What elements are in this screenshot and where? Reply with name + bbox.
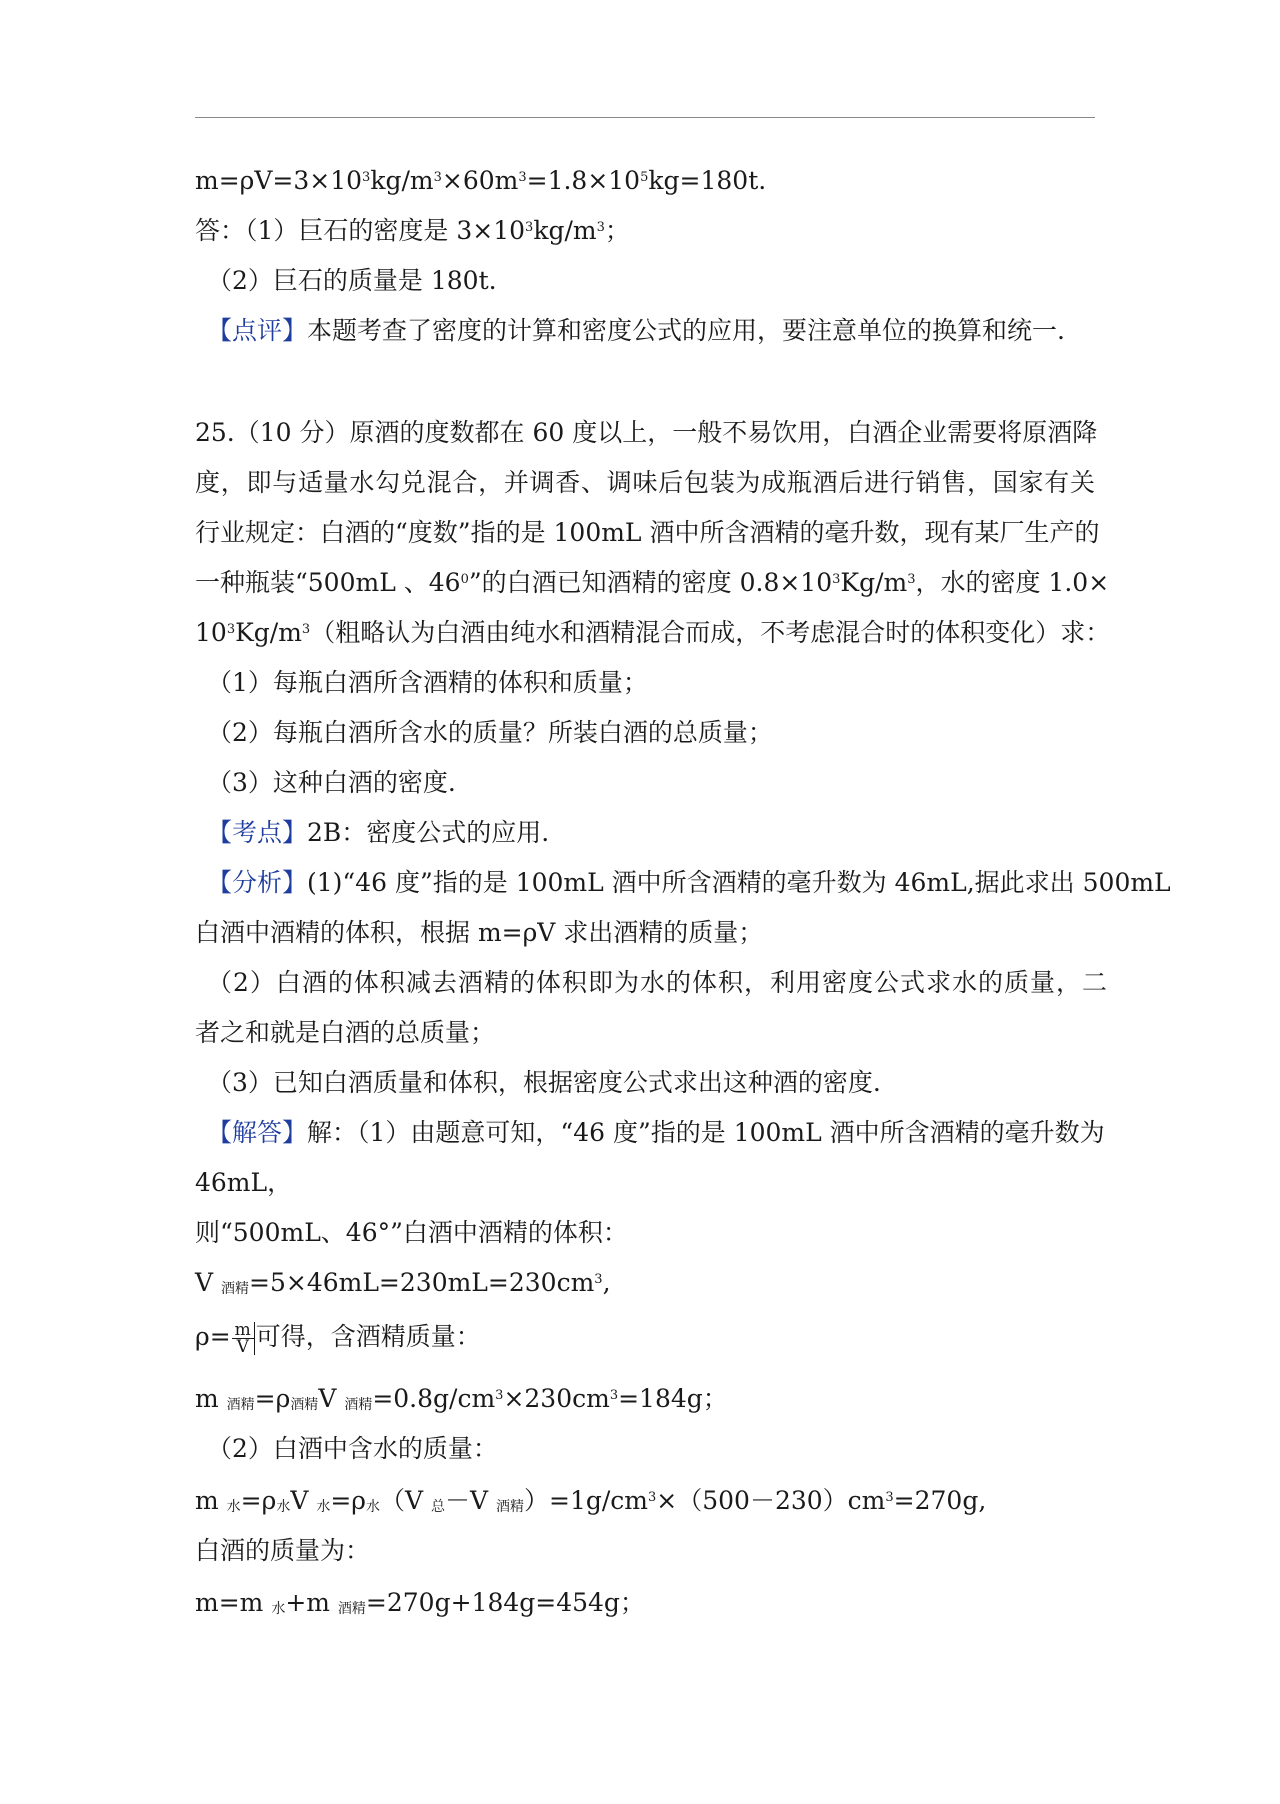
liquor-mass-heading: 白酒的质量为： xyxy=(195,1536,371,1565)
analysis-line-4: 者之和就是白酒的总质量； xyxy=(195,1018,496,1047)
question-25-line-3: 行业规定：白酒的“度数”指的是 100mL 酒中所含酒精的毫升数，现有某厂生产的 xyxy=(195,518,1100,547)
header-rule xyxy=(195,117,1095,118)
density-fraction: $\frac{m}{V}$ xyxy=(232,1322,255,1355)
analysis-tag: 【分析】 xyxy=(207,868,308,897)
water-mass-heading: （2）白酒中含水的质量： xyxy=(207,1434,498,1463)
question-25-line-1: 25.（10 分）原酒的度数都在 60 度以上，一般不易饮用，白酒企业需要将原酒降 xyxy=(195,418,1098,447)
analysis-line-3: （2）白酒的体积减去酒精的体积即为水的体积，利用密度公式求水的质量，二 xyxy=(207,968,1107,997)
sub-question-2: （2）每瓶白酒所含水的质量？所装白酒的总质量； xyxy=(207,718,773,747)
solution-tag: 【解答】 xyxy=(207,1118,308,1147)
question-25-line-4: 一种瓶装“500mL 、$46^0$”的白酒已知酒精的密度 $0.8\times 10^3Kg/m^3$，水的密度 1.0× xyxy=(195,568,1110,597)
solution-line-3: 则“500mL、46°”白酒中酒精的体积： xyxy=(195,1218,628,1247)
liquor-mass-formula: m=m $_水$+m $_{酒精}$=270g+184g=454g； xyxy=(195,1588,645,1617)
solution-line-1: 【解答】解：（1）由题意可知，“46 度”指的是 100mL 酒中所含酒精的毫升数为 xyxy=(207,1118,1105,1147)
answer-mass-line: （2）巨石的质量是 180t. xyxy=(207,266,497,295)
sub-question-3: （3）这种白酒的密度. xyxy=(207,768,456,797)
question-25-line-5: $10^3Kg/m^3$（粗略认为白酒由纯水和酒精混合而成，不考虑混合时的体积变化）求： xyxy=(195,618,1111,647)
alcohol-volume-formula: V $_{酒精}=5\times 46mL=230mL=230cm^3$, xyxy=(195,1268,611,1297)
solution-line-2: 46mL， xyxy=(195,1168,293,1197)
analysis-line-1: 【分析】(1)“46 度”指的是 100mL 酒中所含酒精的毫升数为 46mL,据此求出 500mL xyxy=(207,868,1171,897)
review-tag: 【点评】 xyxy=(207,316,308,345)
analysis-line-2: 白酒中酒精的体积，根据 m=ρV 求出酒精的质量； xyxy=(195,918,764,947)
knowledge-point-tag: 【考点】 xyxy=(207,818,308,847)
density-fraction-line: ρ= $\frac{m}{V}$ 可得，含酒精质量： xyxy=(195,1320,481,1357)
analysis-line-5: （3）已知白酒质量和体积，根据密度公式求出这种酒的密度. xyxy=(207,1068,881,1097)
review-line: 【点评】本题考查了密度的计算和密度公式的应用，要注意单位的换算和统一. xyxy=(207,316,1065,345)
water-mass-formula: m $_水=\rho_水V$ $_水=\rho_水(V$ $_总$－V $_{酒精})=1g/cm^3\times(500-230)cm^3=270g$, xyxy=(195,1486,987,1515)
solution-mass-line: $m=\rho V=3\times 10^3kg/m^3\times 60m^3=1.8\times 10^5kg=180t$. xyxy=(195,166,767,195)
sub-question-1: （1）每瓶白酒所含酒精的体积和质量； xyxy=(207,668,648,697)
question-25-line-2: 度，即与适量水勾兑混合，并调香、调味后包装为成瓶酒后进行销售，国家有关 xyxy=(195,468,1095,497)
alcohol-mass-formula: m $_{酒精}=\rho_{酒精}V$ $_{酒精}=0.8g/cm^3\times 230cm^3=184g$； xyxy=(195,1384,728,1413)
answer-density-line: 答：（1）巨石的密度是 $3\times 10^3kg/m^3$； xyxy=(195,216,630,245)
knowledge-point-line: 【考点】2B：密度公式的应用. xyxy=(207,818,550,847)
